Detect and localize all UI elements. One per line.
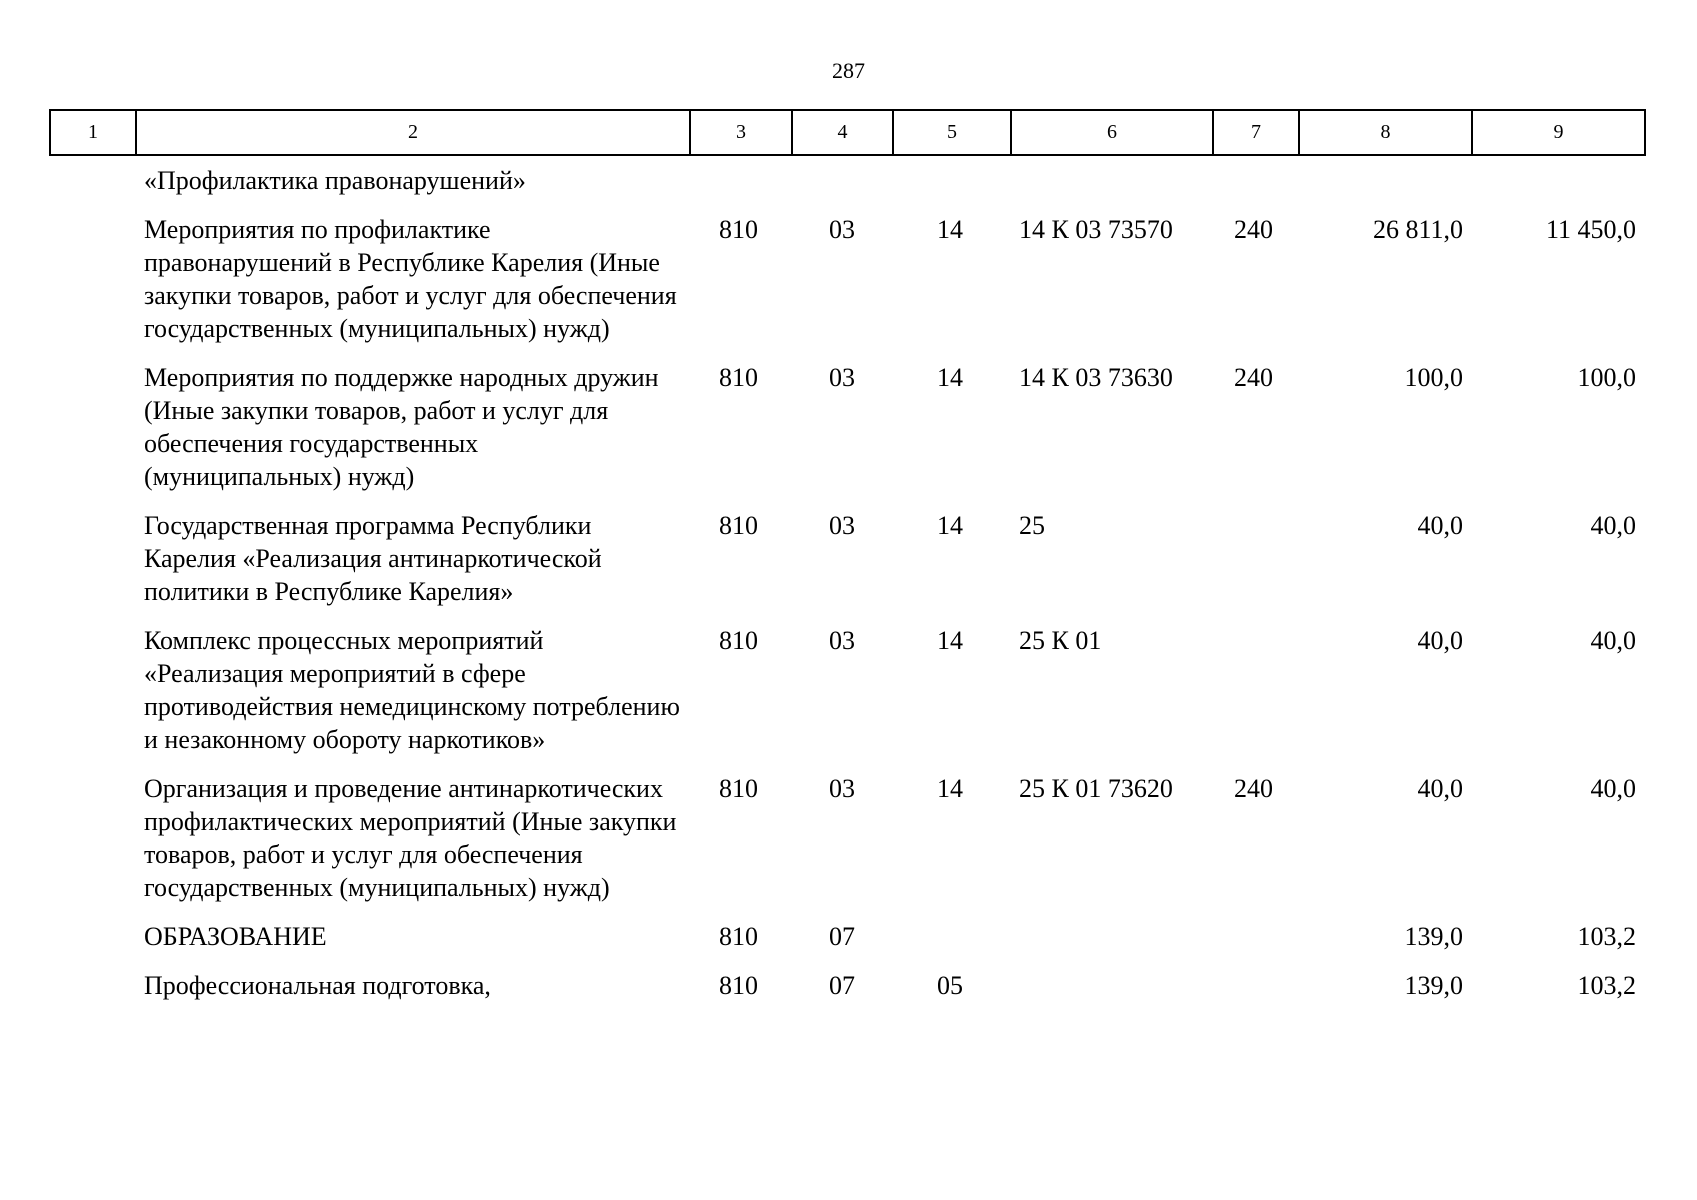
page-number: 287 — [832, 58, 865, 83]
target-article-code: 14 К 03 73630 — [1019, 363, 1173, 392]
target-article-code — [1010, 904, 1212, 953]
item-description: Мероприятия по профилактике правонарушений в Республике Карелия (Иные закупки товаров, работ и услуг для обеспечения государственных (муниципальных) нужд) — [144, 215, 677, 343]
section-code: 07 — [829, 971, 855, 1000]
ministry-code: 810 — [719, 922, 758, 951]
amount-year-2: 103,2 — [1577, 971, 1636, 1000]
expense-type-code — [1212, 608, 1298, 756]
item-description: Комплекс процессных мероприятий «Реализация мероприятий в сфере противодействия немедицинскому потреблению и незаконному обороту наркотиков» — [144, 626, 680, 754]
expense-type-code — [1212, 904, 1298, 953]
expense-type-code — [1212, 154, 1298, 197]
section-code: 03 — [829, 215, 855, 244]
amount-year-1: 100,0 — [1404, 363, 1463, 392]
expense-type-code — [1212, 953, 1298, 1002]
table-row — [49, 608, 1644, 756]
subsection-code: 14 — [937, 626, 963, 655]
target-article-code — [1010, 154, 1212, 197]
target-article-code: 25 К 01 73620 — [1019, 774, 1173, 803]
target-article-code: 14 К 03 73570 — [1019, 215, 1173, 244]
ministry-code — [689, 154, 791, 197]
ministry-code: 810 — [719, 774, 758, 803]
column-number-cell: 1 — [50, 110, 136, 155]
column-number-cell: 3 — [690, 110, 792, 155]
amount-year-2: 103,2 — [1577, 922, 1636, 951]
subsection-code — [892, 904, 1010, 953]
target-article-code — [1010, 953, 1212, 1002]
amount-year-1: 139,0 — [1404, 922, 1463, 951]
ministry-code: 810 — [719, 215, 758, 244]
amount-year-2 — [1471, 154, 1644, 197]
item-description: «Профилактика правонарушений» — [144, 166, 526, 195]
ministry-code: 810 — [719, 363, 758, 392]
expense-type-code: 240 — [1234, 774, 1273, 803]
subsection-code: 14 — [937, 363, 963, 392]
column-number-cell: 8 — [1299, 110, 1472, 155]
subsection-code: 05 — [937, 971, 963, 1000]
table-row — [49, 904, 1644, 953]
column-number-cell: 9 — [1472, 110, 1645, 155]
column-number-row — [50, 110, 1645, 155]
table-row — [49, 756, 1644, 904]
amount-year-1: 40,0 — [1417, 774, 1463, 803]
section-code: 07 — [829, 922, 855, 951]
amount-year-1: 26 811,0 — [1372, 215, 1463, 244]
table-row — [49, 154, 1644, 197]
table-row — [49, 953, 1644, 1002]
section-code: 03 — [829, 626, 855, 655]
item-description: Государственная программа Республики Карелия «Реализация антинаркотической политики в Республике Карелия» — [144, 511, 602, 606]
ministry-code: 810 — [719, 511, 758, 540]
amount-year-2: 100,0 — [1577, 363, 1636, 392]
column-number-cell: 5 — [893, 110, 1011, 155]
target-article-code: 25 — [1019, 511, 1045, 540]
section-code: 03 — [829, 774, 855, 803]
item-description: ОБРАЗОВАНИЕ — [144, 922, 327, 951]
column-number-cell: 2 — [136, 110, 690, 155]
column-number-cell: 7 — [1213, 110, 1299, 155]
table-row — [49, 197, 1644, 345]
target-article-code: 25 К 01 — [1019, 626, 1102, 655]
amount-year-2: 11 450,0 — [1545, 215, 1636, 244]
subsection-code — [892, 154, 1010, 197]
amount-year-2: 40,0 — [1590, 626, 1636, 655]
ministry-code: 810 — [719, 626, 758, 655]
amount-year-2: 40,0 — [1590, 774, 1636, 803]
column-number-cell: 4 — [792, 110, 893, 155]
subsection-code: 14 — [937, 774, 963, 803]
expense-type-code: 240 — [1234, 363, 1273, 392]
subsection-code: 14 — [937, 215, 963, 244]
ministry-code: 810 — [719, 971, 758, 1000]
item-description: Организация и проведение антинаркотических профилактических мероприятий (Иные закупки товаров, работ и услуг для обеспечения государственных (муниципальных) нужд) — [144, 774, 677, 902]
item-description: Мероприятия по поддержке народных дружин (Иные закупки товаров, работ и услуг для обеспечения государственных (муниципальных) нужд) — [144, 363, 659, 491]
budget-table — [49, 154, 1644, 1002]
amount-year-1: 139,0 — [1404, 971, 1463, 1000]
expense-type-code: 240 — [1234, 215, 1273, 244]
section-code: 03 — [829, 363, 855, 392]
amount-year-1 — [1298, 154, 1471, 197]
table-row — [49, 345, 1644, 493]
item-description: Профессиональная подготовка, — [144, 971, 491, 1000]
section-code: 03 — [829, 511, 855, 540]
amount-year-1: 40,0 — [1417, 511, 1463, 540]
amount-year-2: 40,0 — [1590, 511, 1636, 540]
section-code — [791, 154, 892, 197]
amount-year-1: 40,0 — [1417, 626, 1463, 655]
column-header-table — [49, 109, 1646, 156]
table-row — [49, 493, 1644, 608]
expense-type-code — [1212, 493, 1298, 608]
subsection-code: 14 — [937, 511, 963, 540]
column-number-cell: 6 — [1011, 110, 1213, 155]
